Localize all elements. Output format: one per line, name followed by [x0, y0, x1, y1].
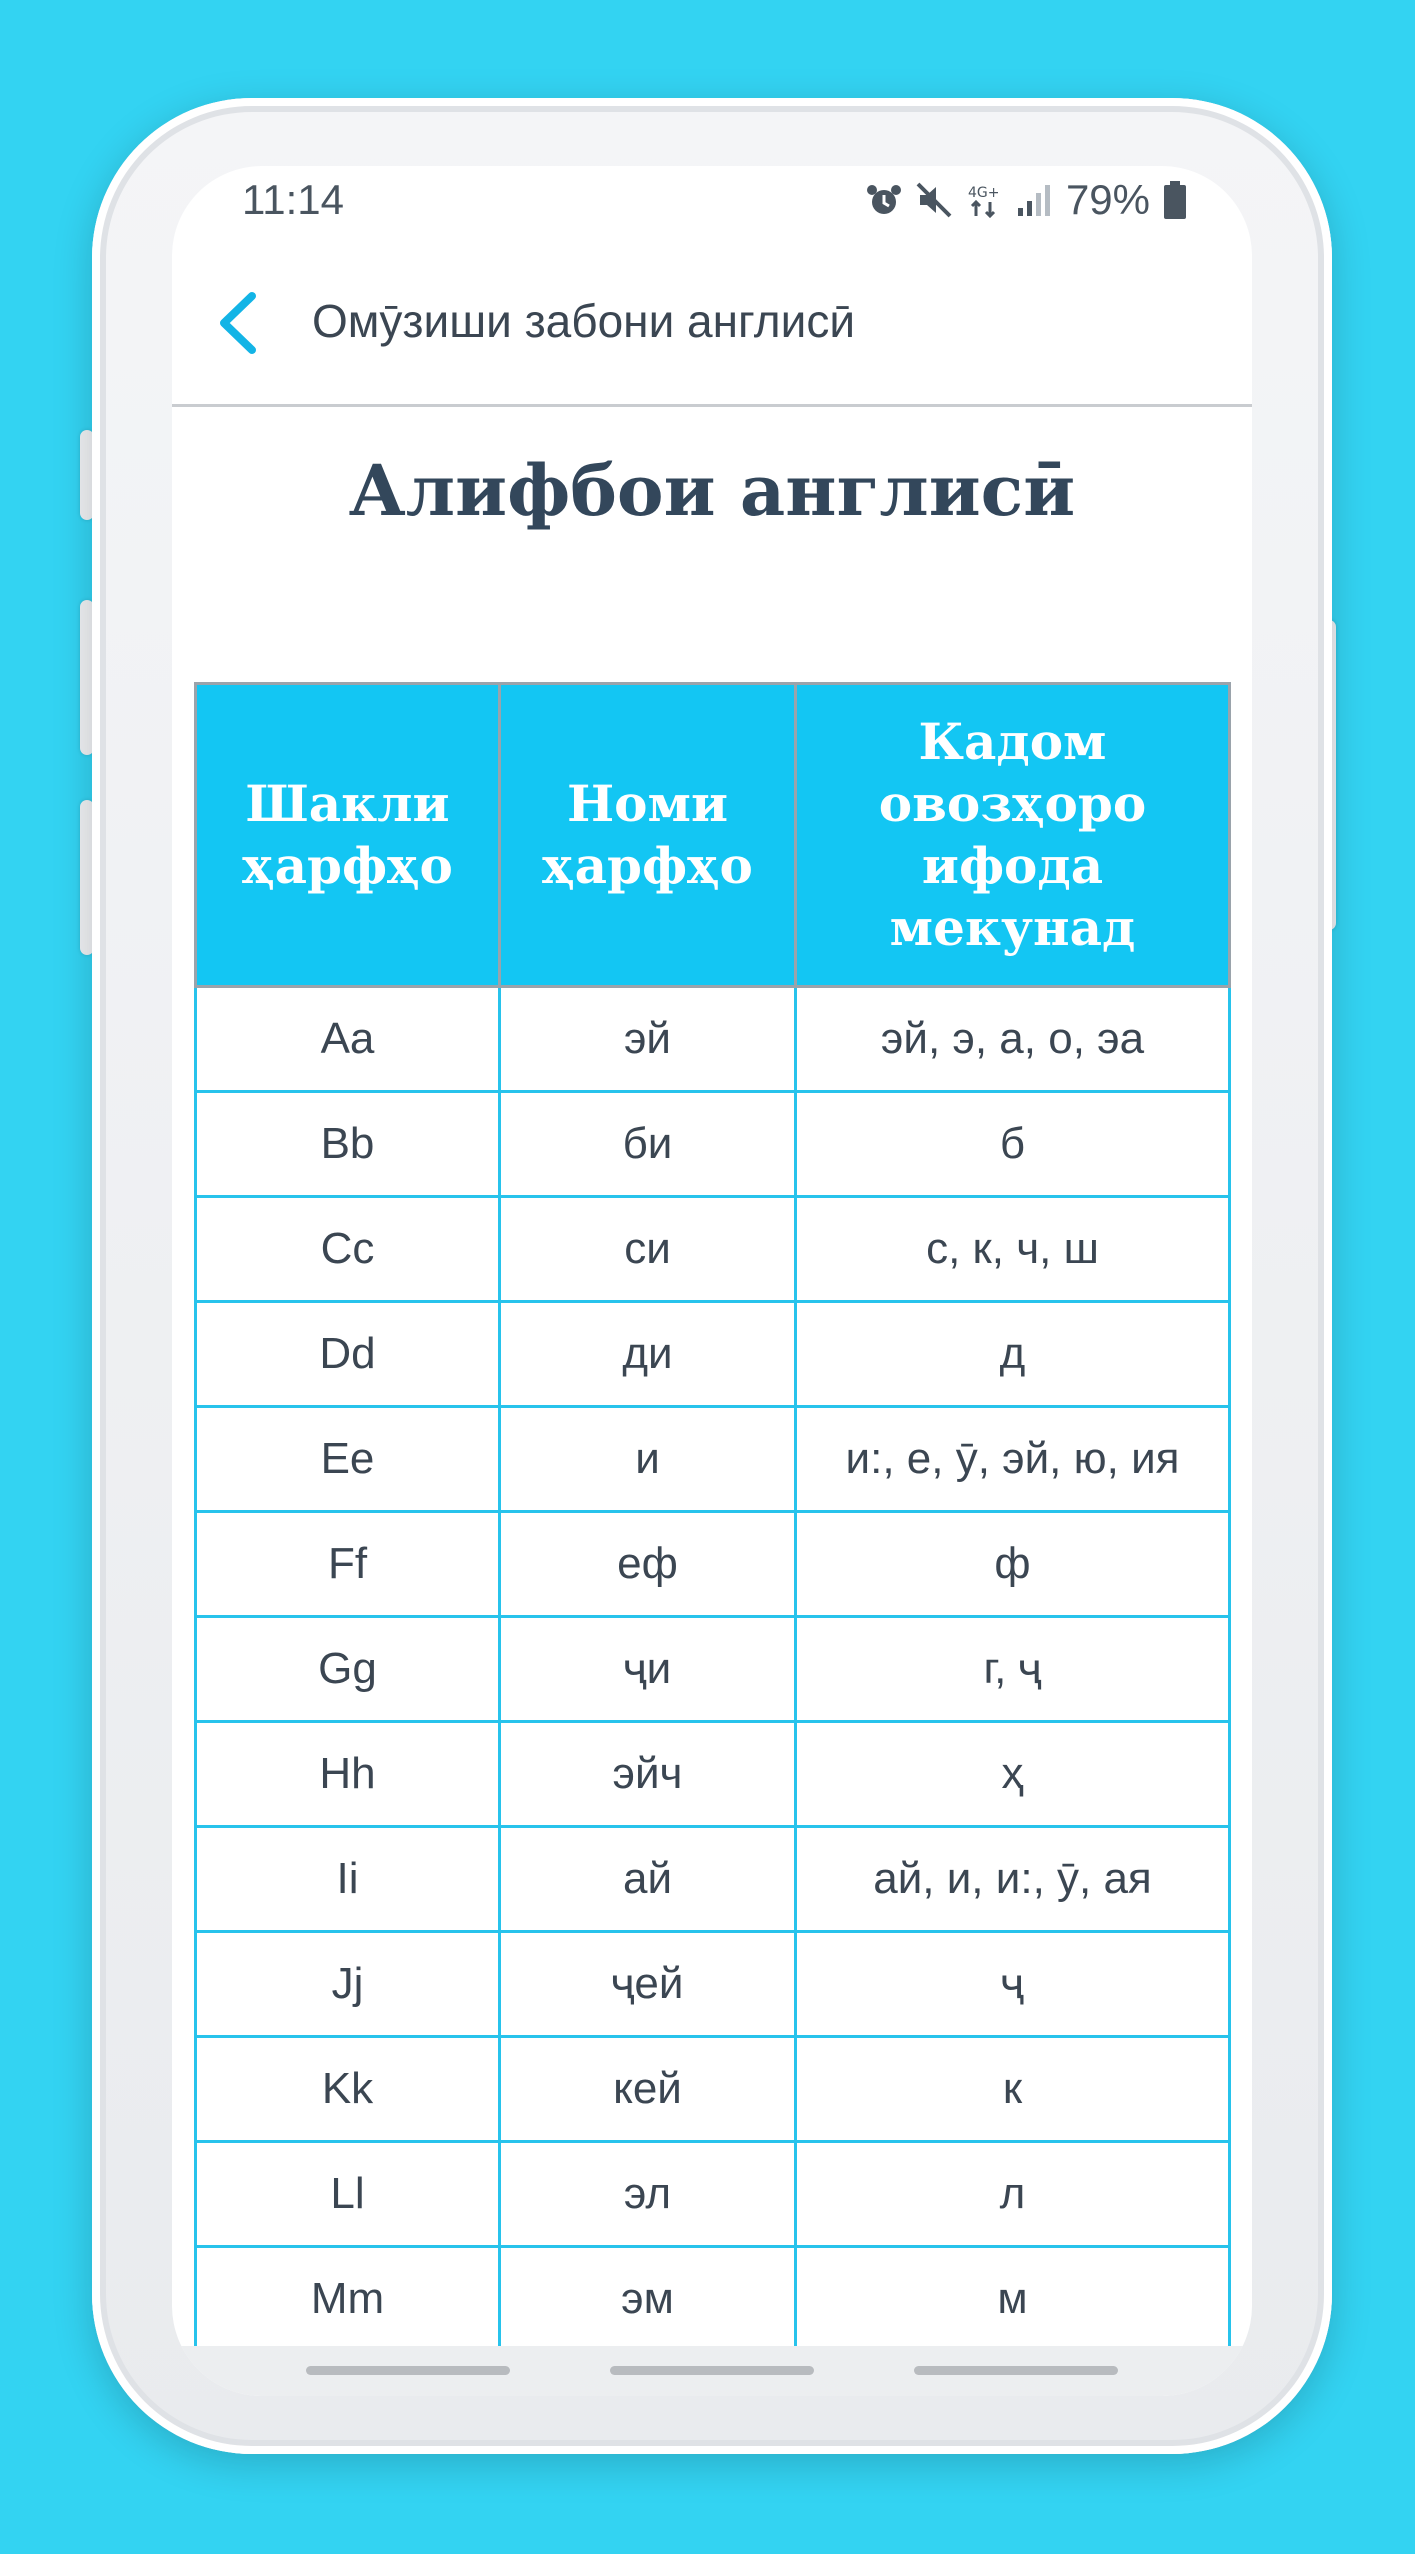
name-cell: еф [500, 1512, 796, 1617]
svg-text:4G+: 4G+ [967, 185, 1000, 201]
letter-cell: Dd [196, 1302, 500, 1407]
back-arrow-icon[interactable] [208, 288, 268, 358]
name-cell: эл [500, 2142, 796, 2247]
letter-cell: Bb [196, 1092, 500, 1197]
nav-recent-pill[interactable] [306, 2366, 510, 2375]
phone-screen [172, 166, 1252, 2396]
name-cell: и [500, 1407, 796, 1512]
name-cell: ди [500, 1302, 796, 1407]
nav-back-pill[interactable] [914, 2366, 1118, 2375]
alarm-icon [866, 182, 902, 218]
name-cell: би [500, 1092, 796, 1197]
sounds-cell: с, к, ч, ш [796, 1197, 1230, 1302]
app-bar [172, 238, 1252, 407]
sounds-cell: ф [796, 1512, 1230, 1617]
name-cell: си [500, 1197, 796, 1302]
name-cell: эм [500, 2247, 796, 2352]
mute-icon [916, 182, 952, 218]
letter-cell: Ff [196, 1512, 500, 1617]
letter-cell: Kk [196, 2037, 500, 2142]
name-cell: эй [500, 987, 796, 1092]
letter-cell: Jj [196, 1932, 500, 2037]
name-cell: ай [500, 1827, 796, 1932]
table-row [196, 1197, 1230, 1302]
name-cell: эйч [500, 1722, 796, 1827]
sounds-cell: б [796, 1092, 1230, 1197]
table-row [196, 2247, 1230, 2352]
nav-home-pill[interactable] [610, 2366, 814, 2375]
table-row [196, 1617, 1230, 1722]
letter-cell: Ee [196, 1407, 500, 1512]
sounds-cell: ҳ [796, 1722, 1230, 1827]
status-time: 11:14 [242, 176, 344, 223]
page-title: Алифбои англисӣ [348, 449, 1076, 532]
letter-cell: Ll [196, 2142, 500, 2247]
letter-cell: Hh [196, 1722, 500, 1827]
header-letter-shape: Шакли ҳарфҳо [196, 684, 500, 987]
table-row [196, 1722, 1230, 1827]
name-cell: ҷей [500, 1932, 796, 2037]
sounds-cell: д [796, 1302, 1230, 1407]
sounds-cell: эй, э, а, о, эа [796, 987, 1230, 1092]
sounds-cell: к [796, 2037, 1230, 2142]
letter-cell: Cc [196, 1197, 500, 1302]
battery-percent: 79% [1065, 176, 1150, 223]
table-row [196, 2142, 1230, 2247]
letter-cell: Mm [196, 2247, 500, 2352]
name-cell: кей [500, 2037, 796, 2142]
sounds-cell: г, ҷ [796, 1617, 1230, 1722]
status-icons [866, 176, 1186, 224]
gesture-nav-bar [172, 2346, 1252, 2396]
sounds-cell: ай, и, и:, ӯ, ая [796, 1827, 1230, 1932]
table-row [196, 1512, 1230, 1617]
table-row [196, 1407, 1230, 1512]
table-row [196, 1932, 1230, 2037]
name-cell: ҷи [500, 1617, 796, 1722]
content-area[interactable] [172, 407, 1252, 2396]
table-row [196, 1827, 1230, 1932]
sounds-cell: м [796, 2247, 1230, 2352]
header-sounds: Кадом овозҳоро ифода мекунад [796, 684, 1230, 987]
letter-cell: Ii [196, 1827, 500, 1932]
battery-icon [1164, 181, 1186, 219]
alphabet-table [194, 682, 1231, 2353]
sounds-cell: и:, е, ӯ, эй, ю, ия [796, 1407, 1230, 1512]
signal-icon [1016, 182, 1052, 218]
sounds-cell: ҷ [796, 1932, 1230, 2037]
header-letter-name: Номи ҳарфҳо [500, 684, 796, 987]
table-row [196, 2037, 1230, 2142]
sounds-cell: л [796, 2142, 1230, 2247]
table-row [196, 1092, 1230, 1197]
letter-cell: Aa [196, 987, 500, 1092]
network-4g-icon [966, 182, 1002, 218]
table-row [196, 1302, 1230, 1407]
table-header-row [196, 684, 1230, 987]
status-bar [172, 166, 1252, 238]
table-row [196, 987, 1230, 1092]
letter-cell: Gg [196, 1617, 500, 1722]
app-title: Омӯзиши забони англисӣ [312, 295, 856, 347]
